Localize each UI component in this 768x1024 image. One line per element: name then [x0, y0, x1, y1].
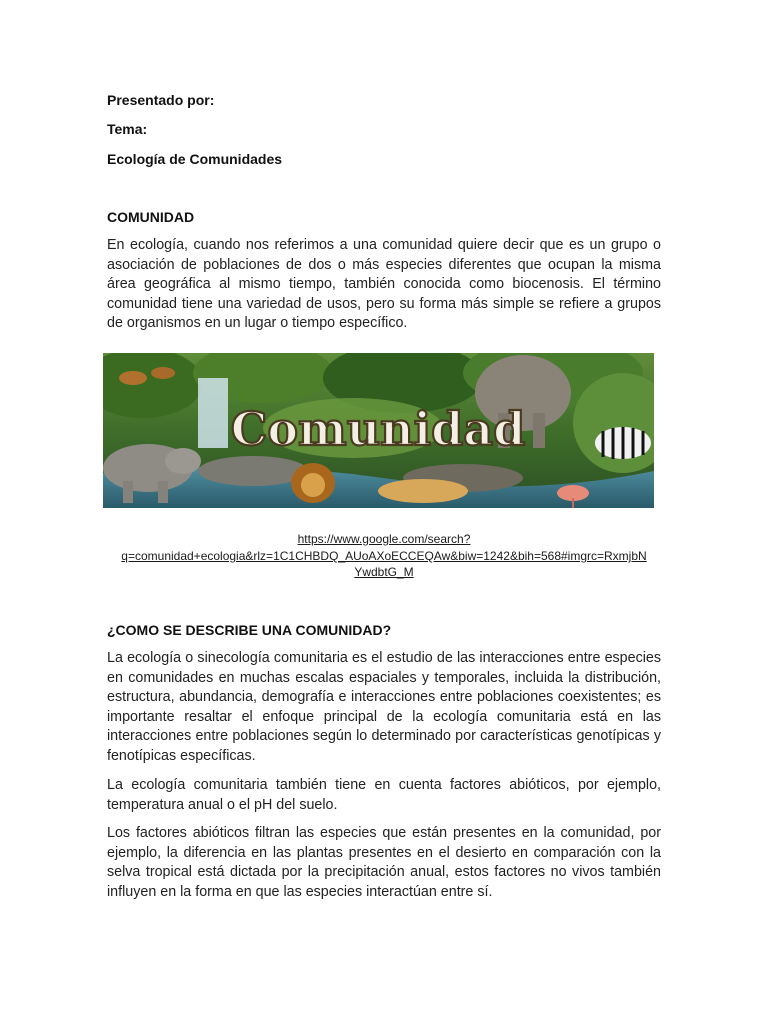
describe-paragraph-2: La ecología comunitaria también tiene en cuenta factores abióticos, por ejemplo, temperatura anual o el pH del suelo.	[107, 777, 661, 813]
presented-by-label: Presentado por:	[107, 92, 215, 108]
section-heading-comunidad: COMUNIDAD	[107, 209, 195, 225]
waterfall	[198, 378, 228, 448]
source-link-line-2[interactable]: q=comunidad+ecologia&rlz=1C1CHBDQ_AUoAXoECCEQAw&biw=1242&bih=568#imgrc=RxmjbN	[121, 549, 647, 563]
topic-title: Ecología de Comunidades	[107, 151, 283, 167]
comunidad-banner-image	[103, 353, 654, 508]
comunidad-paragraph: En ecología, cuando nos referimos a una comunidad quiere decir que es un grupo o asociación de poblaciones de dos o más especies diferentes que ocupan la misma área geográfica al mismo tiempo, también conocida como biocenosis. El término comunidad tiene una variedad de usos, pero su forma más simple se refiere a grupos de organismos en un lugar o tiempo específico.	[107, 237, 661, 332]
section-heading-describe: ¿COMO SE DESCRIBE UNA COMUNIDAD?	[107, 622, 392, 638]
describe-paragraph-1: La ecología o sinecología comunitaria es el estudio de las interacciones entre especies en comunidades en muchas escalas espaciales y temporales, incluida la distribución, estructura, abundancia, demografía e interacciones entre poblaciones coexistentes; es importante resaltar el enfoque principal de la ecología comunitaria está en las interacciones entre poblaciones según lo determinado por características genotípicas y fenotípicas específicas.	[107, 650, 661, 764]
zebra-figure	[595, 427, 651, 459]
banner-title: Comunidad	[230, 402, 526, 456]
tema-label: Tema:	[107, 121, 148, 137]
describe-paragraph-3: Los factores abióticos filtran las especies que están presentes en la comunidad, por ejemplo, la diferencia en las plantas presentes en el desierto en comparación con la selva tropical está dictada por la precipitación anual, estos factores no vivos también influyen en la forma en que las especies interactúan entre sí.	[107, 825, 661, 900]
source-link-line-3[interactable]: YwdbtG_M	[354, 565, 414, 579]
source-link-line-1[interactable]: https://www.google.com/search?	[297, 532, 471, 546]
